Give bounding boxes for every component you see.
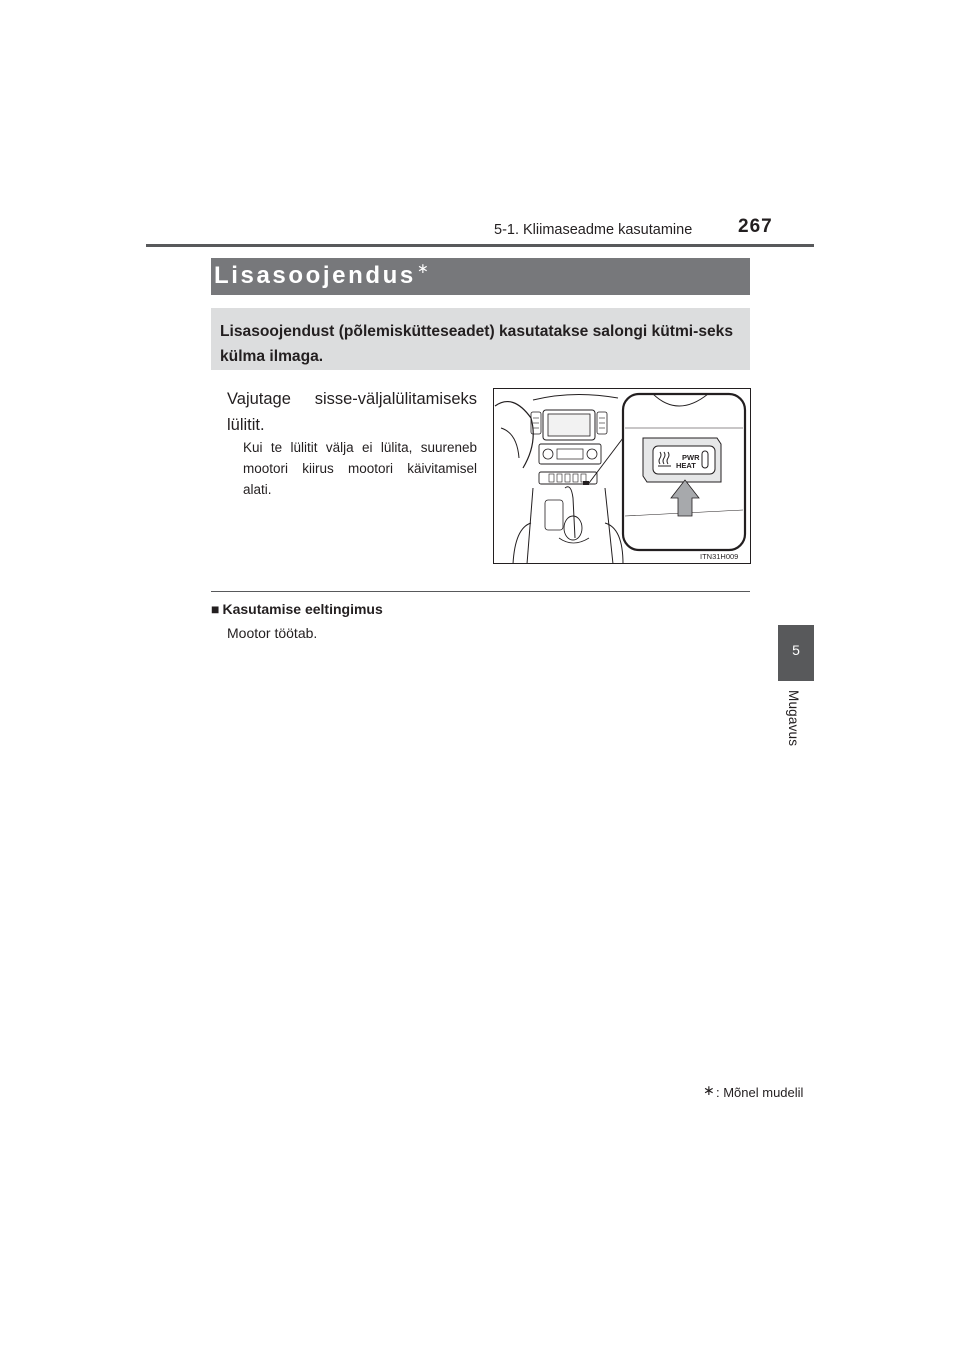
chapter-number: 5 bbox=[792, 642, 800, 658]
section-divider bbox=[211, 591, 750, 592]
footnote-mark: ∗ bbox=[703, 1082, 715, 1098]
condition-text: Mootor töötab. bbox=[227, 625, 318, 641]
switch-label-pwr: PWR bbox=[682, 453, 700, 462]
instruction-text: Vajutage sisse-väljalülitamiseks lülitit. bbox=[227, 390, 477, 434]
page-number: 267 bbox=[738, 216, 773, 237]
section-title: 5-1. Kliimaseadme kasutamine bbox=[494, 222, 693, 238]
dashboard-illustration bbox=[493, 388, 751, 564]
condition-heading-text: Kasutamise eeltingimus bbox=[222, 601, 383, 617]
page-title: Lisasoojendus bbox=[214, 262, 416, 289]
footnote-text: : Mõnel mudelil bbox=[716, 1085, 804, 1100]
illustration-code: ITN31H009 bbox=[700, 552, 739, 561]
title-asterisk: ∗ bbox=[417, 260, 429, 276]
summary-text: Lisasoojendust (põlemiskütteseadet) kasutatakse salongi kütmi-seks külma ilmaga. bbox=[220, 323, 734, 365]
switch-label-heat: HEAT bbox=[676, 461, 696, 470]
header-rule bbox=[146, 244, 814, 247]
chapter-label: Mugavus bbox=[786, 690, 801, 747]
bullet-square-icon: ■ bbox=[211, 601, 220, 617]
note-text: Kui te lülitit välja ei lülita, suureneb mootori kiirus mootori käivitamisel alati. bbox=[243, 440, 477, 497]
switch-label bbox=[676, 454, 700, 470]
condition-heading bbox=[211, 601, 383, 617]
